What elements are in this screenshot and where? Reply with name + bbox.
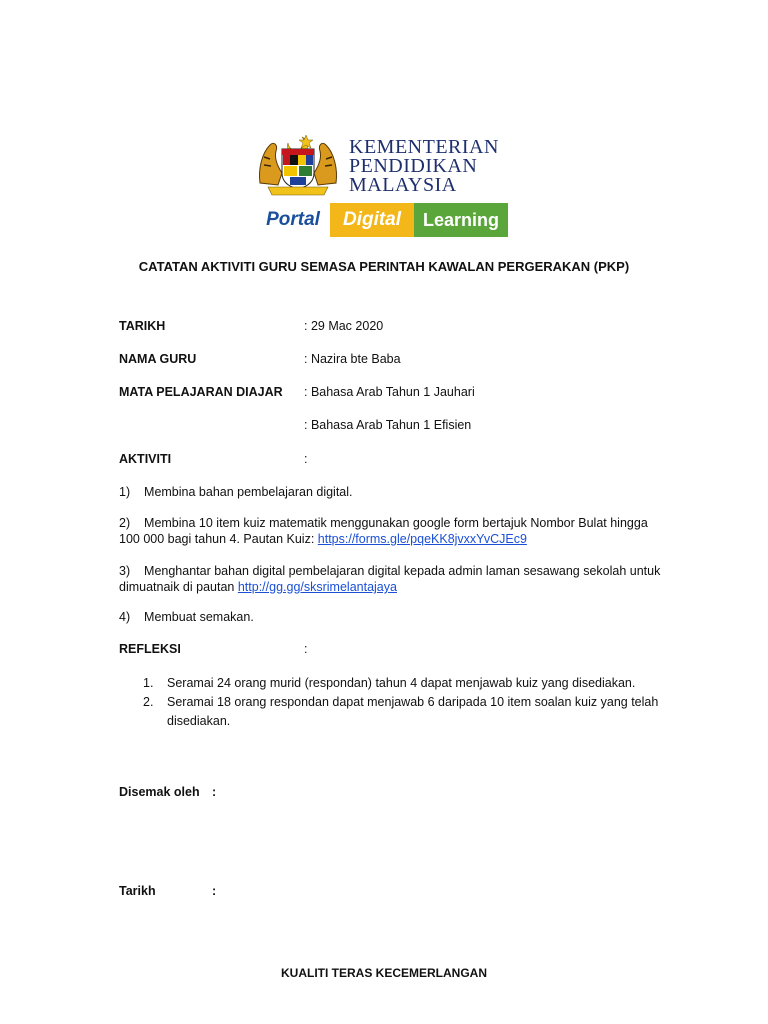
activity-text: 100 000 bagi tahun 4. Pautan Kuiz: bbox=[119, 532, 318, 546]
portal-word: Portal bbox=[256, 203, 330, 237]
mata-pelajaran-label: MATA PELAJARAN DIAJAR bbox=[119, 385, 283, 399]
refleksi-item-2 bbox=[143, 694, 658, 729]
tarikh-value: : 29 Mac 2020 bbox=[304, 319, 384, 333]
refleksi-number: 1. bbox=[143, 676, 154, 690]
disemak-oleh-label: Disemak oleh bbox=[119, 785, 200, 799]
quiz-link[interactable]: https://forms.gle/pqeKK8jvxxYvCJEc9 bbox=[317, 532, 527, 546]
footer-motto: KUALITI TERAS KECEMERLANGAN bbox=[281, 966, 487, 980]
activity-text: Membina 10 item kuiz matematik menggunakan google form bertajuk Nombor Bulat hingga bbox=[144, 516, 648, 530]
digital-word: Digital bbox=[330, 203, 414, 237]
activity-text: dimuatnaik di pautan bbox=[119, 580, 238, 594]
tarikh-signoff-label: Tarikh bbox=[119, 884, 156, 898]
learning-word: Learning bbox=[414, 203, 508, 237]
activity-item-1 bbox=[119, 484, 353, 500]
refleksi-text: disediakan. bbox=[167, 714, 231, 728]
portal-digital-learning-logo bbox=[256, 203, 508, 237]
tarikh-signoff-colon: : bbox=[212, 884, 217, 898]
activity-item-2 bbox=[119, 515, 648, 547]
disemak-oleh-colon: : bbox=[212, 785, 217, 799]
mata-pelajaran-value-1: : Bahasa Arab Tahun 1 Jauhari bbox=[304, 385, 475, 399]
aktiviti-colon: : bbox=[304, 452, 308, 466]
refleksi-text: Seramai 24 orang murid (respondan) tahun 4 dapat menjawab kuiz yang disediakan. bbox=[167, 676, 636, 690]
activity-number: 4) bbox=[119, 610, 131, 624]
nama-guru-label: NAMA GURU bbox=[119, 352, 197, 366]
activity-item-3 bbox=[119, 563, 660, 595]
activity-text: Menghantar bahan digital pembelajaran digital kepada admin laman sesawang sekolah untuk bbox=[144, 564, 661, 578]
refleksi-label: REFLEKSI bbox=[119, 642, 181, 656]
activity-number: 2) bbox=[119, 516, 131, 530]
document-title: CATATAN AKTIVITI GURU SEMASA PERINTAH KAWALAN PERGERAKAN (PKP) bbox=[138, 259, 630, 274]
refleksi-number: 2. bbox=[143, 695, 154, 709]
activity-text: Membuat semakan. bbox=[144, 610, 254, 624]
refleksi-colon: : bbox=[304, 642, 308, 656]
activity-number: 1) bbox=[119, 485, 131, 499]
ministry-line-2: PENDIDIKAN bbox=[349, 155, 478, 177]
activity-item-4 bbox=[119, 609, 254, 625]
coat-of-arms-logo bbox=[256, 133, 340, 197]
refleksi-text: Seramai 18 orang respondan dapat menjawab 6 daripada 10 item soalan kuiz yang telah bbox=[167, 695, 659, 709]
tarikh-label: TARIKH bbox=[119, 319, 166, 333]
activity-text: Membina bahan pembelajaran digital. bbox=[144, 485, 353, 499]
school-website-link[interactable]: http://gg.gg/sksrimelantajaya bbox=[237, 580, 397, 594]
ministry-name bbox=[349, 138, 499, 195]
mata-pelajaran-value-2: : Bahasa Arab Tahun 1 Efisien bbox=[304, 418, 472, 432]
ministry-line-3: MALAYSIA bbox=[349, 174, 457, 196]
aktiviti-label: AKTIVITI bbox=[119, 452, 172, 466]
nama-guru-value: : Nazira bte Baba bbox=[304, 352, 401, 366]
activity-number: 3) bbox=[119, 564, 131, 578]
ministry-line-1: KEMENTERIAN bbox=[349, 136, 499, 158]
refleksi-item-1 bbox=[143, 675, 635, 691]
